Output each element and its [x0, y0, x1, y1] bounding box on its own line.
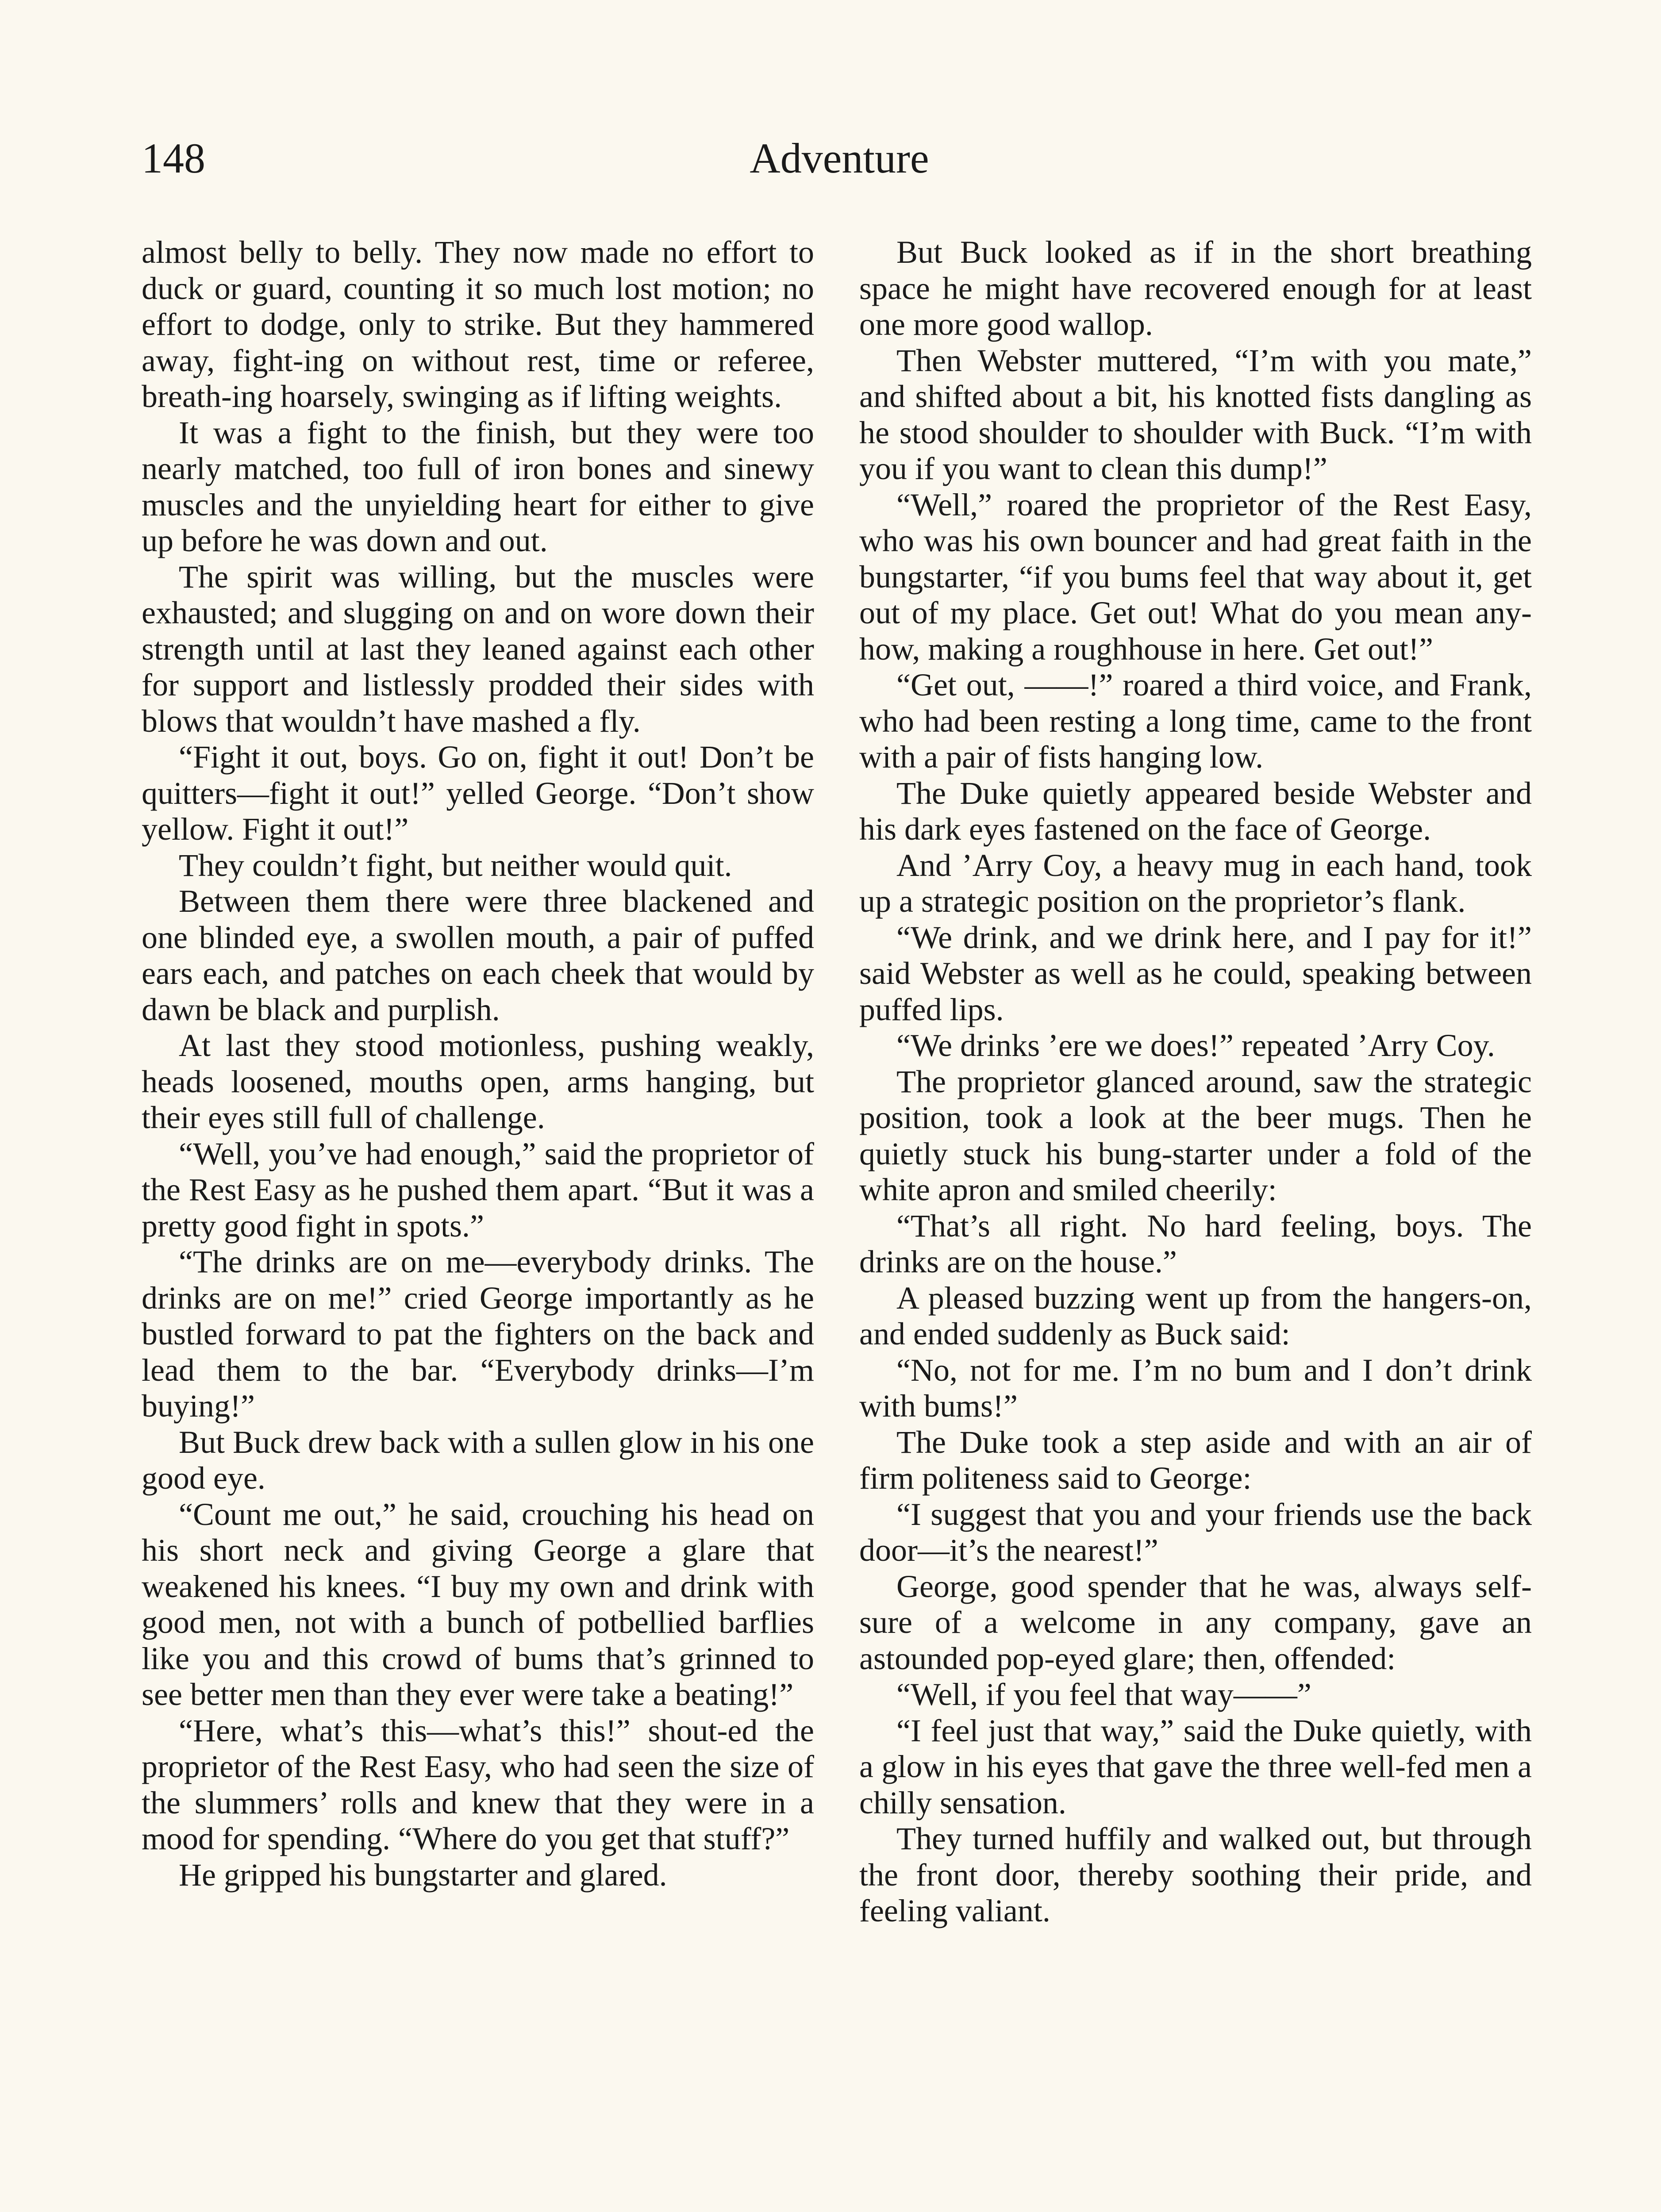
paragraph: “Well,” roared the proprietor of the Rest Easy, who was his own bouncer and had great faith in the bungstarter, “if you bums feel that way about it, get out of my place. Get out! What do you mean any-how, making a roughhouse in here. Get out!” — [859, 487, 1532, 667]
paragraph: “Fight it out, boys. Go on, fight it out! Don’t be quitters—fight it out!” yelled George. “Don’t show yellow. Fight it out!” — [142, 739, 814, 847]
paragraph: The Duke took a step aside and with an air of firm politeness said to George: — [859, 1424, 1532, 1496]
paragraph: “The drinks are on me—everybody drinks. The drinks are on me!” cried George importantly as he bustled forward to pat the fighters on the back and lead them to the bar. “Everybody drinks—I’m buying!” — [142, 1244, 814, 1424]
paragraph: Then Webster muttered, “I’m with you mate,” and shifted about a bit, his knotted fists dangling as he stood shoulder to shoulder with Buck. “I’m with you if you want to clean this dump!” — [859, 342, 1532, 486]
paragraph: At last they stood motionless, pushing weakly, heads loosened, mouths open, arms hanging, but their eyes still full of challenge. — [142, 1028, 814, 1135]
paragraph: “Well, you’ve had enough,” said the proprietor of the Rest Easy as he pushed them apart. “But it was a pretty good fight in spots.” — [142, 1136, 814, 1244]
paragraph: But Buck looked as if in the short breathing space he might have recovered enough for at least one more good wallop. — [859, 234, 1532, 342]
paragraph: Between them there were three blackened and one blinded eye, a swollen mouth, a pair of puffed ears each, and patches on each cheek that would by dawn be black and purplish. — [142, 883, 814, 1027]
paragraph: The Duke quietly appeared beside Webster and his dark eyes fastened on the face of George. — [859, 775, 1532, 847]
paragraph: The spirit was willing, but the muscles were exhausted; and slugging on and on wore down their strength until at last they leaned against each other for support and listlessly prodded their sides with blows that wouldn’t have mashed a fly. — [142, 559, 814, 739]
paragraph: “I feel just that way,” said the Duke quietly, with a glow in his eyes that gave the three well-fed men a chilly sensation. — [859, 1713, 1532, 1820]
page-header — [142, 133, 1537, 195]
paragraph: “That’s all right. No hard feeling, boys. The drinks are on the house.” — [859, 1208, 1532, 1279]
paragraph: “Get out, ——!” roared a third voice, and Frank, who had been resting a long time, came to the front with a pair of fists hanging low. — [859, 667, 1532, 775]
paragraph: The proprietor glanced around, saw the strategic position, took a look at the beer mugs. Then he quietly stuck his bung-starter under a fold of the white apron and smiled cheerily: — [859, 1064, 1532, 1207]
paragraph: But Buck drew back with a sullen glow in his one good eye. — [142, 1424, 814, 1496]
paragraph: “Count me out,” he said, crouching his head on his short neck and giving George a glare that weakened his knees. “I buy my own and drink with good men, not with a bunch of potbellied barflies like you and this crowd of bums that’s grinned to see better men than they ever were take a beating!” — [142, 1496, 814, 1712]
paragraph: “I suggest that you and your friends use the back door—it’s the nearest!” — [859, 1496, 1532, 1568]
paragraph: George, good spender that he was, always self-sure of a welcome in any company, gave an astounded pop-eyed glare; then, offended: — [859, 1568, 1532, 1676]
page-number: 148 — [142, 134, 205, 182]
paragraph: almost belly to belly. They now made no effort to duck or guard, counting it so much lost motion; no effort to dodge, only to strike. But they hammered away, fight-ing on without rest, time or referee, breath-ing hoarsely, swinging as if lifting weights. — [142, 234, 814, 414]
paragraph: And ’Arry Coy, a heavy mug in each hand, took up a strategic position on the proprietor’s flank. — [859, 847, 1532, 919]
paragraph: “No, not for me. I’m no bum and I don’t drink with bums!” — [859, 1352, 1532, 1424]
left-text-column — [142, 234, 814, 1893]
right-text-column — [859, 234, 1532, 1929]
paragraph: “Here, what’s this—what’s this!” shout-ed the proprietor of the Rest Easy, who had seen the size of the slummers’ rolls and knew that they were in a mood for spending. “Where do you get that stuff?” — [142, 1713, 814, 1856]
paragraph: “We drinks ’ere we does!” repeated ’Arry Coy. — [896, 1028, 1495, 1063]
paragraph: “Well, if you feel that way——” — [896, 1677, 1311, 1712]
paragraph: A pleased buzzing went up from the hangers-on, and ended suddenly as Buck said: — [859, 1280, 1532, 1352]
running-title: Adventure — [750, 134, 929, 182]
paragraph: It was a fight to the finish, but they were too nearly matched, too full of iron bones and sinewy muscles and the unyielding heart for either to give up before he was down and out. — [142, 415, 814, 558]
paragraph: They couldn’t fight, but neither would quit. — [179, 847, 732, 883]
paragraph: He gripped his bungstarter and glared. — [179, 1857, 667, 1893]
paragraph: They turned huffily and walked out, but through the front door, thereby soothing their pride, and feeling valiant. — [859, 1821, 1532, 1928]
paragraph: “We drink, and we drink here, and I pay for it!” said Webster as well as he could, speaking between puffed lips. — [859, 919, 1532, 1027]
